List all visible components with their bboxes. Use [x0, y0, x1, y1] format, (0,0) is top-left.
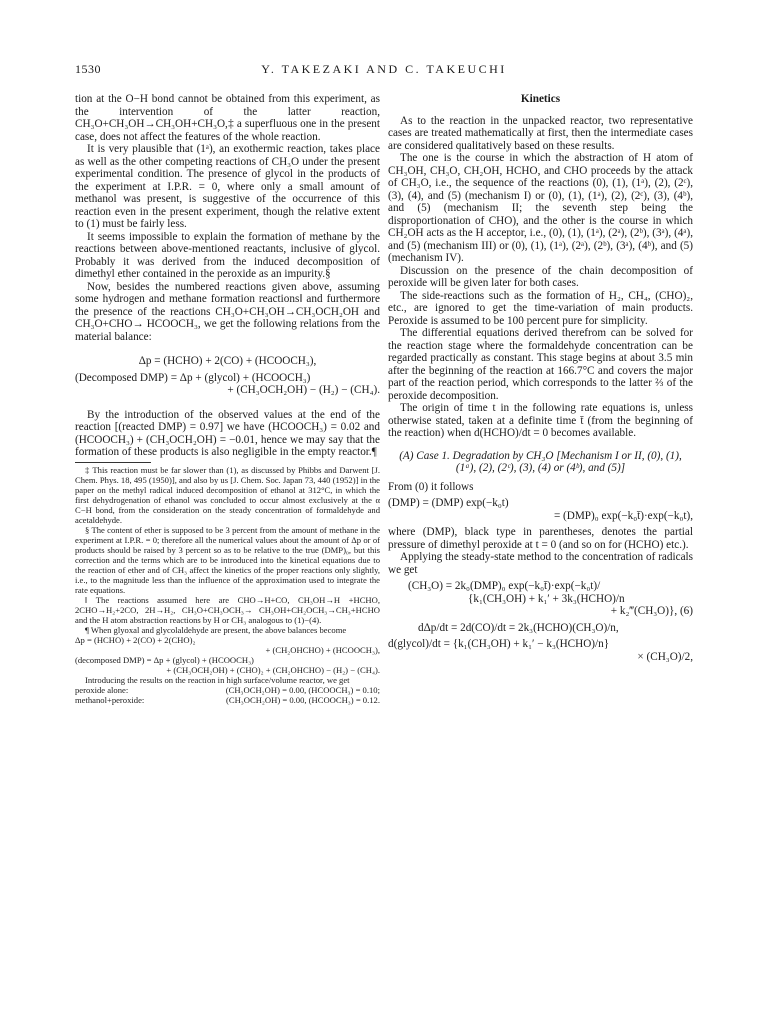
equation-dmp	[388, 497, 693, 522]
paragraph: From (0) it follows	[388, 480, 474, 493]
running-head: Y. TAKEZAKI AND C. TAKEUCHI	[261, 62, 507, 76]
equation-line: + (CH₂OHCHO) + (HCOOCH₃),	[265, 644, 380, 655]
row-label: peroxide alone:	[75, 684, 129, 695]
paragraph: tion at the O−H bond cannot be obtained from this experiment, as the intervention of the latter reaction, CH₃O+CH₃OH→CH₃OH+CH₃O,‡ a superfluous one in the present case, does not affect the features of the whole reaction.	[75, 93, 380, 143]
paragraph: Applying the steady-state method to the concentration of radicals we get	[388, 551, 693, 576]
equation-line: = (DMP)₀ exp(−k₀t̄)·exp(−k₀t),	[553, 509, 693, 522]
page-number: 1530	[75, 62, 101, 76]
paragraph: The one is the course in which the abstraction of H atom of CH₃OH, CH₃O, CH₂OH, HCHO, and CHO proceeds by the attack of CH₃O, i.e., the sequence of the reactions (0), (1), (1ᵃ), (2), (2ᶜ), (3), (4), and (5) (mechanism I) or (0), (1), (1ᵃ), (2), (2ᶜ), (3), (4ᵇ), and (5) (mechanism II; the seventh step being the disproportionation of CHO), and the other is the course in which CH₂OH acts as the H acceptor, i.e., (0), (1), (1ᵃ), (2ᵃ), (2ᵇ), (3ᵃ), (4ᵃ), and (5) (mechanism III) or (0), (1), (1ᵃ), (2ᵃ), (2ᵇ), (3ᵃ), (4ᵇ), and (5) (mechanism IV).	[388, 152, 693, 264]
equation-rate-co: dΔp/dt = 2d(CO)/dt = 2k₃(HCHO)(CH₃O)/n,	[418, 621, 619, 634]
case-heading: (A) Case 1. Degradation by CH₃O [Mechanism I or II, (0), (1), (1ᵃ), (2), (2ᶜ), (3), (4) or (4ᵇ), and (5)]	[399, 449, 682, 474]
row-values: (CH₃OCH₂OH) = 0.00, (HCOOCH₃) = 0.12.	[225, 694, 380, 705]
equation-ch3o	[388, 580, 693, 618]
equation-line: (DMP) = (DMP) exp(−k₀t)	[388, 497, 509, 509]
paragraph: Discussion on the presence of the chain decomposition of peroxide will be given later for both cases.	[388, 264, 693, 289]
footnote: Introducing the results on the reaction in high surface/volume reactor, we get	[85, 674, 350, 685]
equation-line: d(glycol)/dt = {k₁(CH₃OH) + k₁′ − k₃(HCHO)/n}	[388, 638, 610, 650]
paragraph: where (DMP), black type in parentheses, denotes the partial pressure of dimethyl peroxide at t = 0 (and so on for (HCHO) etc.).	[388, 526, 693, 551]
equation-line: + k₂‴(CH₃O)}, (6)	[610, 605, 693, 617]
equation-line: (CH₃O) = 2k₀(DMP)₀ exp(−k₀t̄)·exp(−k₀t)/	[408, 580, 601, 592]
paragraph: By the introduction of the observed values at the end of the reaction [(reacted DMP) = 0.97] we have (HCOOCH₃) = 0.02 and (HCOOCH₃) + (CH₃OCH₂OH) = −0.01, hence we may say that the formation of these products is also negligible in the empty reactor.¶	[75, 408, 380, 458]
equation-line: (decomposed DMP) = Δp + (glycol) + (HCOOCH₃)	[75, 654, 254, 665]
paragraph: Now, besides the numbered reactions given above, assuming some hydrogen and methane formation reactions‖ and furthermore the presence of the reactions CH₃O+CH₃OH→CH₃OCH₂OH and CH₃O+CHO→ HCOOCH₃, we get the following relations from the material balance:	[75, 280, 380, 343]
equation-line: (Decomposed DMP) = Δp + (glycol) + (HCOOCH₃)	[75, 371, 311, 384]
row-values: (CH₃OCH₂OH) = 0.00, (HCOOCH₃) = 0.10;	[225, 684, 380, 695]
paragraph: The differential equations derived therefrom can be solved for the reaction stage where the formaldehyde concentration can be regarded practically as constant. This stage begins at about 3.5 min after the beginning of the reaction at 166.7°C and covers the major part of the reaction period, which corresponds to the latter ⅔ of the peroxide decomposition.	[388, 327, 693, 402]
right-column	[388, 93, 693, 667]
section-title: Kinetics	[520, 93, 561, 105]
footnote: ¶ When glyoxal and glycolaldehyde are present, the above balances become	[85, 624, 347, 635]
equation-decomposed-dmp	[75, 372, 380, 397]
footnote: ‖ The reactions assumed here are CHO→H+CO, CH₃OH→H +HCHO, 2CHO→H₂+2CO, 2H→H₂, CH₃O+CH₃OCH₃→ CH₃OH+CH₂OCH₃→CH₃+HCHO and the H atom abstraction reactions by H or CH₃ analogous to (1)−(4).	[75, 594, 380, 625]
equation-rate-glycol	[388, 638, 693, 663]
equation-line: + (CH₃OCH₂OH) − (H₂) − (CH₄).	[227, 384, 380, 396]
footnote-equation	[75, 635, 380, 675]
paragraph: As to the reaction in the unpacked reactor, two representative cases are treated mathematically at first, then the intermediate cases are considered qualitatively based on these results.	[388, 114, 693, 152]
results-row	[75, 685, 380, 695]
equation-line: × (CH₃O)/2,	[637, 650, 693, 663]
paragraph: It is very plausible that (1ᵃ), an exothermic reaction, takes place as well as the other competing reactions of CH₃O under the present experimental condition. The presence of glycol in the products of the experiment at I.P.R. = 0, where only a small amount of methanol was present, is suggestive of the occurrence of this reaction even in the present experiment, though the relative extent to (1) must be fairly less.	[75, 143, 380, 230]
equation-line: Δp = (HCHO) + 2(CO) + 2(CHO)₂	[75, 634, 196, 645]
paragraph: It seems impossible to explain the formation of methane by the reactions between above-mentioned reactants, inclusive of glycol. Probably it was derived from the induced decomposition of dimethyl ether contained in the peroxide as an impurity.§	[75, 230, 380, 280]
left-column	[75, 93, 380, 705]
paragraph: The origin of time t in the following rate equations is, unless otherwise stated, taken at a definite time t̄ (from the beginning of the reaction) when d(HCHO)/dt = 0 becomes available.	[388, 402, 693, 439]
footnote: § The content of ether is supposed to be 3 percent from the amount of methane in the experiment at I.P.R. = 0; therefore all the numerical values about the amount of Δp or of products should be raised by 3 percent so as to be relative to the true (DMP)₀, but this correction and the terms which are to be introduced into the kinetical equations due to the reaction of ether and of CH₃ affect the kinetics of the proper reactions only slightly, i.e., to the magnitude less than the influence of the approximation used to integrate the rate equations.	[75, 524, 380, 595]
equation-pressure-balance: Δp = (HCHO) + 2(CO) + (HCOOCH₃),	[138, 355, 317, 367]
footnote: ‡ This reaction must be far slower than (1), as discussed by Phibbs and Darwent [J. Chem. Phys. 18, 495 (1950)], and also by us [J. Chem. Soc. Japan 73, 440 (1952)] in the paper on the methyl radical induced decomposition of ethanol at 312°C, in which the first dehydrogenation of ethanol was concluded to occur almost exclusively at the α C−H bond, from the consideration on the steady concentration of formaldehyde and acetaldehyde.	[75, 464, 380, 525]
results-row	[75, 695, 380, 705]
equation-line: {k₁(CH₃OH) + k₁′ + 3k₃(HCHO)/n	[468, 592, 625, 605]
footnote-divider	[75, 462, 151, 463]
paragraph: The side-reactions such as the formation of H₂, CH₄, (CHO)₂, etc., are ignored to get the time-variation of main products. Peroxide is assumed to be 100 percent pure for simplicity.	[388, 289, 693, 327]
page-header	[75, 62, 693, 80]
equation-line: + (CH₃OCH₂OH) + (CHO)₂ + (CH₂OHCHO) − (H₂) − (CH₄).	[166, 664, 380, 675]
row-label: methanol+peroxide:	[75, 694, 145, 705]
